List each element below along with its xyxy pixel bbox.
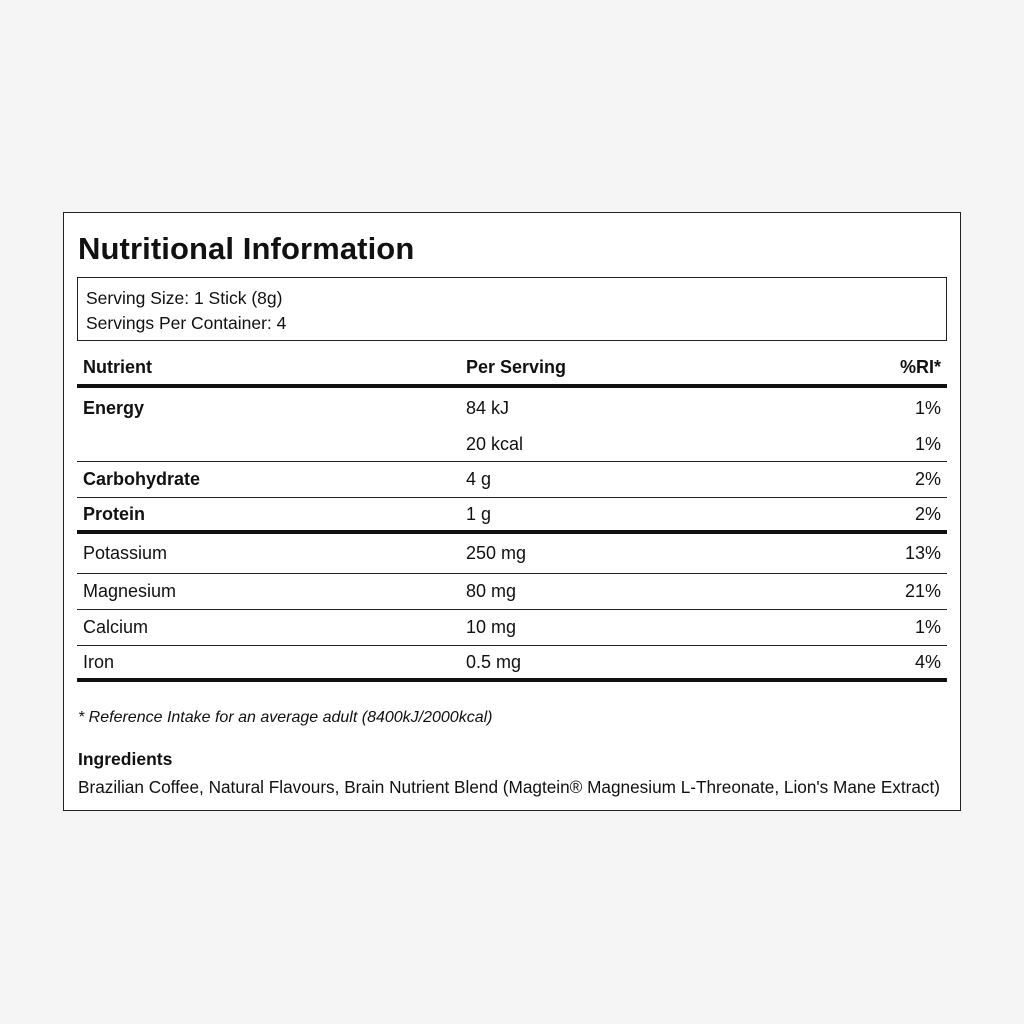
serving-size: Serving Size: 1 Stick (8g) xyxy=(86,288,283,308)
nutrient-name: Calcium xyxy=(83,617,149,637)
ri-value: 1% xyxy=(914,617,941,637)
table-row-magnesium xyxy=(77,574,947,610)
panel-title: Nutritional Information xyxy=(78,231,415,266)
header-ri: %RI* xyxy=(899,356,941,377)
table-row-protein xyxy=(77,498,947,534)
servings-per-container: Servings Per Container: 4 xyxy=(86,312,287,333)
ri-value: 4% xyxy=(914,651,941,672)
nutrient-name: Iron xyxy=(83,651,115,672)
nutrient-name: Potassium xyxy=(83,543,168,563)
ri-value: 1% xyxy=(914,397,941,418)
per-serving-value: 1 g xyxy=(466,503,492,524)
per-serving-value: 84 kJ xyxy=(466,397,510,418)
table-row-potassium xyxy=(77,534,947,574)
ingredients-heading: Ingredients xyxy=(78,749,173,769)
reference-intake-footnote: * Reference Intake for an average adult (8400kJ/2000kcal) xyxy=(78,709,493,726)
nutrition-panel xyxy=(63,212,961,811)
per-serving-value: 250 mg xyxy=(466,543,527,563)
per-serving-value: 20 kcal xyxy=(466,434,524,454)
serving-info-box xyxy=(77,277,947,341)
ri-value: 2% xyxy=(914,469,941,489)
nutrition-table xyxy=(77,350,947,682)
per-serving-value: 4 g xyxy=(466,469,492,489)
per-serving-value: 10 mg xyxy=(466,617,517,637)
per-serving-value: 0.5 mg xyxy=(466,651,522,672)
header-nutrient: Nutrient xyxy=(83,356,152,377)
nutrient-name: Energy xyxy=(83,397,145,418)
table-row-carbohydrate xyxy=(77,462,947,498)
header-per-serving: Per Serving xyxy=(466,356,567,377)
ri-value: 1% xyxy=(914,434,941,454)
ri-value: 2% xyxy=(914,503,941,524)
nutrient-name: Carbohydrate xyxy=(83,469,201,489)
table-row-energy-kcal xyxy=(77,428,947,462)
ri-value: 13% xyxy=(904,543,941,563)
nutrient-name: Protein xyxy=(83,503,146,524)
table-header xyxy=(77,350,947,388)
nutrient-name: Magnesium xyxy=(83,581,177,601)
per-serving-value: 80 mg xyxy=(466,581,517,601)
ri-value: 21% xyxy=(904,581,941,601)
table-row-iron xyxy=(77,646,947,682)
table-row-calcium xyxy=(77,610,947,646)
table-row-energy-kj xyxy=(77,388,947,428)
ingredients-list: Brazilian Coffee, Natural Flavours, Brain Nutrient Blend (Magtein® Magnesium L-Threonate, Lion's Mane Extract) xyxy=(78,777,941,797)
